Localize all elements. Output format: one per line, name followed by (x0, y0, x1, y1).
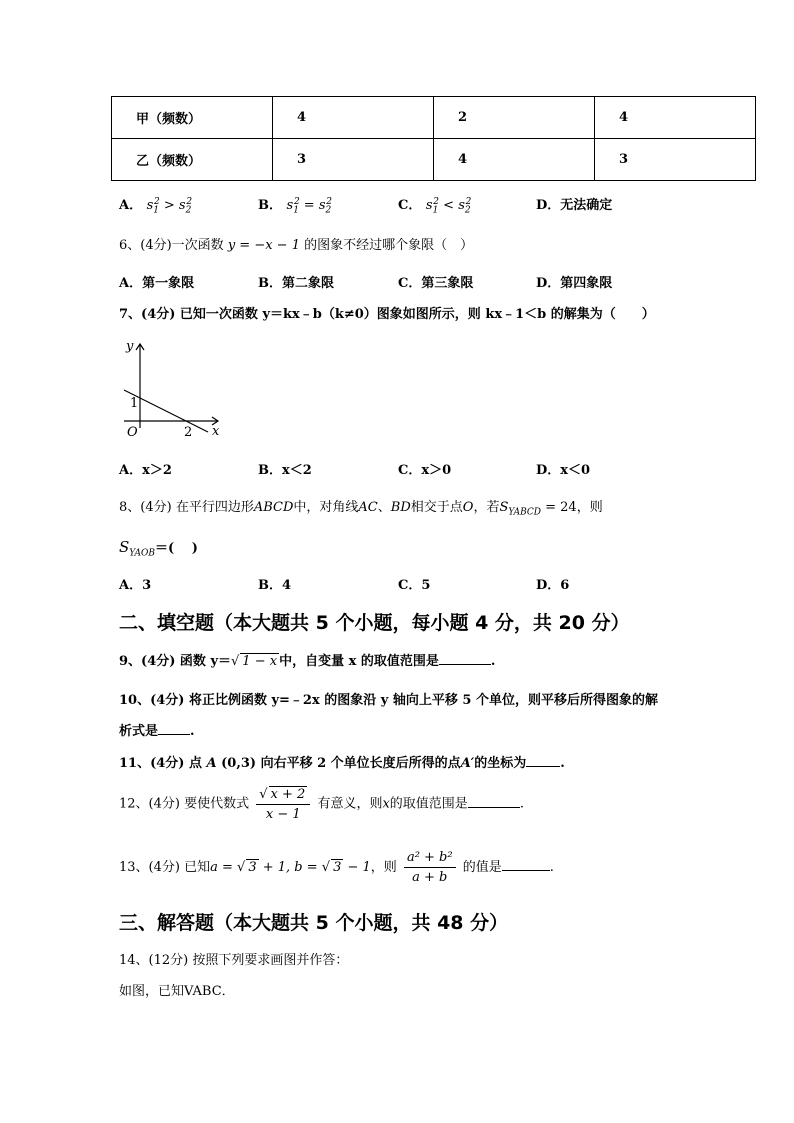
q8-text: 相交于点 (410, 500, 463, 515)
q7-graph (112, 336, 232, 446)
q7-option-a: A．x＞2 (119, 463, 172, 478)
question-8-cont (119, 537, 198, 559)
question-6 (119, 234, 473, 253)
q5-option-b: B． $s_1^2 = s_2^2$ (258, 196, 332, 216)
answer-blank[interactable] (526, 754, 560, 767)
q8-text: 8、(4分) 在平行四边形 (119, 500, 254, 515)
section-2-heading: 二、填空题（本大题共 5 个小题，每小题 4 分，共 20 分） (119, 612, 630, 634)
q6-option-d: D．第四象限 (536, 276, 613, 291)
q8-option-c: C．5 (398, 578, 431, 593)
q8-o: O (462, 500, 474, 515)
question-7: 7、(4分) 已知一次函数 y＝kx﹣b（k≠0）图象如图所示，则 kx﹣1＜b 的解集为（ ） (119, 307, 655, 322)
q6-stem: 6、(4分)一次函数 (119, 238, 224, 253)
q9-end: . (490, 654, 496, 669)
question-8 (119, 496, 603, 518)
table-row (112, 97, 756, 139)
q13-text: 的值是 (462, 860, 502, 875)
option-prefix: B． (258, 198, 282, 213)
q8-text: 中，对角线 (293, 500, 359, 515)
row-label: 甲（频数） (112, 97, 273, 139)
q9-radicand: 1 − x (242, 654, 278, 669)
q11-end: . (560, 756, 565, 771)
q8-s2: S (119, 538, 130, 556)
q8-option-b: B．4 (258, 578, 292, 593)
table-cell: 3 (273, 139, 434, 181)
q8-s: S (499, 500, 509, 515)
q5-option-c: C． $s_1^2 < s_2^2$ (398, 196, 472, 216)
q6-option-a: A．第一象限 (119, 276, 195, 291)
q13-text: ，则 (370, 860, 397, 875)
q11-text: 11、(4分) 点 (119, 756, 202, 771)
q6-stem-rest: 的图象不经过哪个象限（ ） (304, 238, 474, 253)
x-label: x (212, 424, 220, 439)
q8-text: ，则 (576, 500, 603, 515)
q13-expr: + 1, b = (258, 860, 322, 875)
q12-x: x (382, 796, 390, 812)
y-label: y (126, 339, 134, 354)
origin-label: O (127, 425, 138, 440)
q11-a-prime: A′ (460, 756, 475, 771)
q8-abcd: ABCD (253, 500, 294, 515)
q9-text: 中，自变量 x 的取值范围是 (279, 654, 439, 669)
option-prefix: C． (398, 198, 422, 213)
q10-end: . (190, 724, 195, 739)
q8-s-sub: YABCD (508, 507, 541, 518)
q11-text: 向右平移 2 个单位长度后所得的点 (260, 756, 461, 771)
y-intercept-label: 1 (130, 396, 139, 411)
answer-blank[interactable] (439, 652, 491, 665)
q8-bd: BD (390, 500, 411, 515)
q8-s2-sub: YAOB (129, 548, 156, 559)
q8-ac: AC (358, 500, 378, 515)
q6-function: y = −x − 1 (227, 238, 300, 253)
q13-end: . (549, 860, 554, 875)
q8-text: = 24 (540, 500, 577, 515)
q12-text: 12、(4分) 要使代数式 (119, 796, 250, 812)
q13-fraction (404, 850, 456, 885)
q11-text: 的坐标为 (474, 756, 527, 771)
q6-option-b: B．第二象限 (258, 276, 334, 291)
row-label: 乙（频数） (112, 139, 273, 181)
q13-numerator: a² + b² (404, 850, 456, 868)
q11-coord: (0,3) (221, 756, 257, 771)
table-cell: 4 (273, 97, 434, 139)
question-10-line2 (119, 720, 195, 739)
answer-blank[interactable] (502, 858, 550, 871)
question-9: 9、(4分) 函数 y＝√ 1 − x 中，自变量 x 的取值范围是 . (119, 654, 496, 669)
q8-option-d: D．6 (536, 578, 570, 593)
section-3-heading: 三、解答题（本大题共 5 个小题，共 48 分） (119, 912, 509, 934)
table-cell: 4 (595, 97, 756, 139)
answer-blank[interactable] (158, 722, 190, 735)
table-cell: 4 (434, 139, 595, 181)
question-14-line2: 如图，已知VABC． (119, 984, 235, 999)
q11-a: A (206, 756, 217, 771)
table-cell: 3 (595, 139, 756, 181)
question-11 (119, 752, 565, 771)
q13-sqrt: 3 (248, 860, 257, 875)
x-intercept-label: 2 (184, 425, 193, 440)
q8-option-a: A．3 (119, 578, 152, 593)
q9-text: 9、(4分) 函数 y＝ (119, 654, 231, 669)
q5-option-a: A． $s_1^2 > s_2^2$ (119, 196, 193, 216)
q5-option-d: D．无法确定 (536, 198, 613, 213)
q12-fraction: $\frac{√ x + 2}{x - 1}$ (256, 786, 310, 822)
q13-expr: − 1 (343, 860, 371, 875)
q13-expr: a = (210, 860, 238, 875)
q10-text: 析式是 (119, 724, 159, 739)
table-row (112, 139, 756, 181)
q13-text: 13、(4分) 已知 (119, 860, 211, 875)
q13-denominator: a + b (412, 870, 448, 885)
q12-denominator: x − 1 (265, 807, 301, 822)
question-14-line1: 14、(12分) 按照下列要求画图并作答： (119, 953, 349, 968)
question-13: 13、(4分) 已知a = √ 3 + 1, b = √ 3 − 1，则 $\frac{\text{a² + b²}}{a + b}$ 的值是 . (119, 850, 554, 885)
frequency-table (111, 96, 756, 181)
q8-tail: ＝( ) (155, 541, 198, 556)
q7-option-b: B．x＜2 (258, 463, 312, 478)
q7-option-c: C．x＞0 (398, 463, 452, 478)
q12-numerator: x + 2 (270, 787, 306, 802)
question-12 (119, 786, 524, 822)
answer-blank[interactable] (468, 795, 520, 808)
q13-sqrt: 3 (333, 860, 342, 875)
q6-option-c: C．第三象限 (398, 276, 474, 291)
option-prefix: A． (119, 198, 143, 213)
q8-text: 、 (377, 500, 391, 515)
q12-end: . (519, 796, 524, 812)
q12-text: 的取值范围是 (389, 796, 468, 812)
question-10-line1: 10、(4分) 将正比例函数 y=﹣2x 的图象沿 y 轴向上平移 5 个单位，则平移后所得图象的解 (119, 693, 658, 708)
q8-text: ，若 (473, 500, 500, 515)
q7-option-d: D．x＜0 (536, 463, 591, 478)
table-cell: 2 (434, 97, 595, 139)
q12-text: 有意义，则 (317, 796, 383, 812)
